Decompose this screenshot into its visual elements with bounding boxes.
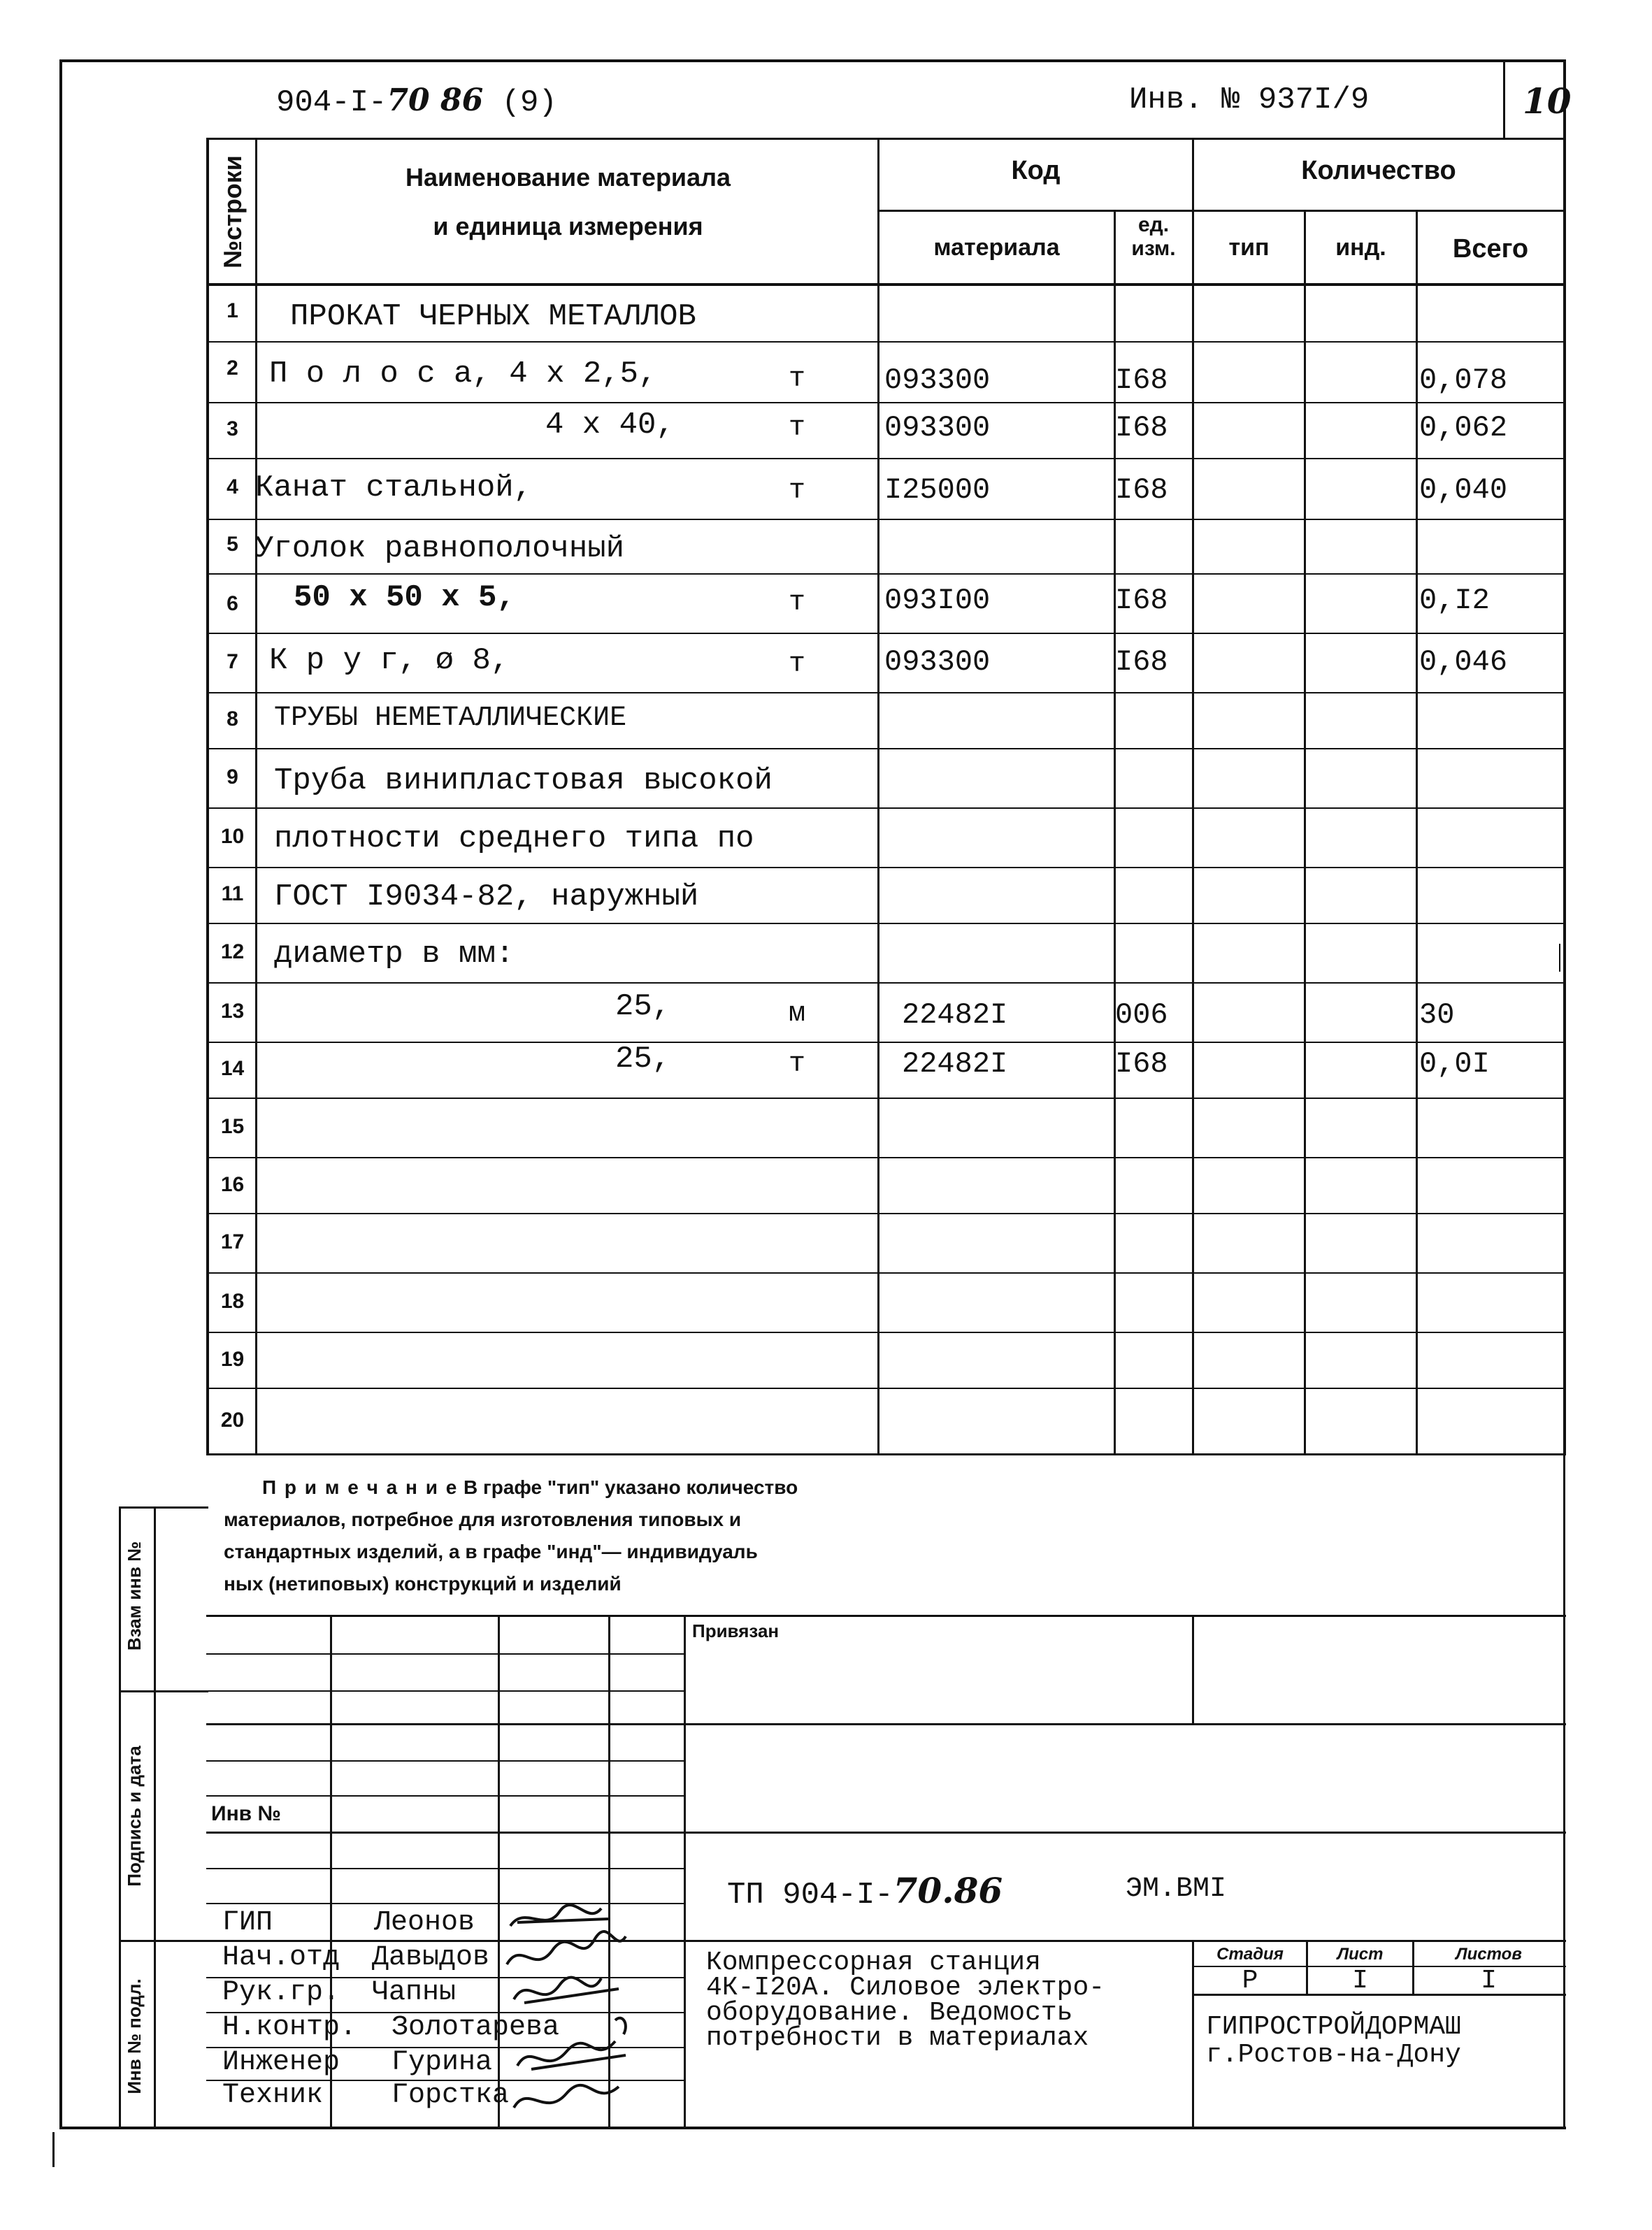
stamp-person: Гурина <box>392 2047 493 2078</box>
row-number: 6 <box>227 592 238 615</box>
stamp-person: Леонов <box>374 1907 475 1938</box>
row-number: 2 <box>227 357 238 380</box>
quantity-total: 0,040 <box>1419 473 1508 507</box>
header-sub-line <box>877 210 1566 212</box>
row-number: 3 <box>227 417 238 440</box>
stamp-sheets-value: I <box>1481 1966 1497 1996</box>
row-number: 5 <box>227 533 238 556</box>
material-name: 25, <box>615 1042 671 1077</box>
table-right-border <box>1563 138 1566 1455</box>
stamp-line <box>206 1868 685 1869</box>
stamp-sheets-label: Листов <box>1456 1945 1522 1964</box>
row-line <box>206 867 1566 868</box>
row-number: 9 <box>227 765 238 789</box>
header-code-unit: ед. изм. <box>1131 213 1176 260</box>
side-label-podpis: Подпись и дата <box>124 1746 145 1887</box>
row-number: 8 <box>227 707 238 731</box>
stamp-person: Золотарева <box>392 2012 560 2043</box>
unit: т <box>789 1049 806 1080</box>
outer-frame-left <box>59 59 62 2129</box>
row-line <box>206 748 1566 749</box>
quantity-total: 0,078 <box>1419 364 1508 397</box>
material-code: 22482I <box>902 1047 1008 1081</box>
stamp-privyazan: Привязан <box>692 1620 780 1641</box>
stamp-title-line: 4К-I20А. Силовое электро- <box>706 1973 1105 2003</box>
stamp-inv-no: Инв № <box>211 1802 281 1825</box>
row-number: 19 <box>220 1348 245 1371</box>
material-name: П о л о с а, 4 х 2,5, <box>269 357 657 391</box>
side-strip-line <box>119 1940 208 1942</box>
side-strip-line <box>119 1690 208 1692</box>
material-code: 093300 <box>884 364 991 397</box>
material-name: 25, <box>615 989 671 1024</box>
unit-code: I68 <box>1115 411 1168 445</box>
stamp-role: ГИП <box>222 1907 273 1938</box>
side-strip-mid <box>154 1506 156 2129</box>
stamp-role: Нач.отд <box>222 1942 340 1973</box>
stamp-sheet-label: Лист <box>1337 1945 1384 1964</box>
material-code: 093300 <box>884 411 991 445</box>
side-strip-left <box>119 1506 121 2129</box>
row-line <box>206 982 1566 984</box>
stamp-top-line <box>206 1615 1566 1617</box>
unit-code: 006 <box>1115 998 1168 1032</box>
row-number: 16 <box>220 1173 245 1196</box>
material-name: ТРУБЫ НЕМЕТАЛЛИЧЕСКИЕ <box>274 703 627 734</box>
row-line <box>206 1157 1566 1158</box>
stamp-line <box>206 1832 1566 1834</box>
inventory-number: Инв. № 937I/9 <box>1129 82 1370 117</box>
material-name: К р у г, ø 8, <box>269 643 510 678</box>
note-block <box>224 1472 798 1600</box>
unit: т <box>789 587 806 619</box>
material-name: плотности среднего типа по <box>274 821 754 856</box>
header-qty-ind: инд. <box>1335 234 1386 261</box>
outer-frame-bottom <box>59 2127 1566 2129</box>
col-divider-rowno <box>255 138 257 1455</box>
unit-code: I68 <box>1115 645 1168 679</box>
row-line <box>206 573 1566 575</box>
stamp-col <box>1192 1615 1194 1723</box>
material-name: диаметр в мм: <box>274 937 515 972</box>
row-number: 13 <box>220 1000 245 1023</box>
row-line <box>206 1042 1566 1043</box>
side-strip-top <box>119 1506 208 1509</box>
stamp-title <box>706 1950 1105 2051</box>
stamp-title-line: Компрессорная станция <box>706 1948 1041 1978</box>
stamp-role: Техник <box>222 2080 324 2111</box>
note-line4: ных (нетиповых) конструкций и изделий <box>224 1573 622 1595</box>
row-line <box>206 458 1566 459</box>
stamp-line <box>206 1653 685 1655</box>
row-number: 7 <box>227 650 238 673</box>
row-line <box>206 633 1566 634</box>
unit: т <box>789 364 806 395</box>
material-name: Уголок равнополочный <box>255 531 625 566</box>
row-number: 17 <box>220 1230 245 1253</box>
note-line3: стандартных изделий, а в графе "инд"— индивидуаль <box>224 1541 758 1562</box>
header-quantity: Количество <box>1301 156 1456 185</box>
margin-mark <box>1559 944 1560 972</box>
row-number: 1 <box>227 299 238 322</box>
sheet-number: 10 <box>1523 80 1572 122</box>
stamp-role: Н.контр. <box>222 2012 357 2043</box>
note-title: П р и м е ч а н и е <box>262 1476 459 1498</box>
stamp-role: Инженер <box>222 2047 340 2078</box>
header-underline <box>206 283 1566 286</box>
stamp-doc-suffix: ЭМ.ВМI <box>1126 1873 1227 1905</box>
stamp-line <box>206 1795 685 1797</box>
material-code: I25000 <box>884 473 991 507</box>
unit-code: I68 <box>1115 1047 1168 1081</box>
sheet-no-divider <box>1503 59 1505 140</box>
unit: т <box>789 649 806 680</box>
col-divider-ind <box>1416 210 1418 1455</box>
stamp-title-line: оборудование. Ведомость <box>706 1998 1073 2028</box>
row-number: 11 <box>221 882 244 905</box>
note-line1: В графе "тип" указано количество <box>464 1476 798 1498</box>
material-name: Канат стальной, <box>255 470 533 505</box>
header-code-material: материала <box>933 234 1060 261</box>
stamp-col <box>498 1615 500 2129</box>
header-code: Код <box>1011 156 1061 185</box>
side-label-inv-podl: Инв № подл. <box>124 1978 145 2094</box>
material-name: ПРОКАТ ЧЕРНЫХ МЕТАЛЛОВ <box>290 299 696 334</box>
material-name: 4 х 40, <box>545 408 675 443</box>
row-number: 18 <box>220 1290 245 1313</box>
row-line <box>206 1332 1566 1333</box>
row-number: 14 <box>220 1057 245 1080</box>
row-line <box>206 519 1566 520</box>
stamp-role: Рук.гр. <box>222 1977 340 2008</box>
material-name: 50 х 50 х 5, <box>294 580 515 615</box>
col-divider-type <box>1304 210 1306 1455</box>
row-line <box>206 341 1566 343</box>
margin-mark <box>52 2132 55 2167</box>
header-name-line1: Наименование материала <box>405 163 731 192</box>
material-code: 093300 <box>884 645 991 679</box>
side-label-vzam: Взам инв № <box>124 1541 145 1651</box>
header-row-number: №строки <box>218 155 247 268</box>
header-qty-type: тип <box>1228 234 1270 261</box>
unit: т <box>789 412 806 444</box>
stamp-stage-value: Р <box>1242 1966 1258 1996</box>
row-line <box>206 807 1566 809</box>
row-line <box>206 1098 1566 1099</box>
row-number: 20 <box>220 1409 245 1432</box>
row-line <box>206 402 1566 403</box>
stamp-person: Чапны <box>372 1977 457 2008</box>
stamp-line <box>206 1690 685 1692</box>
stamp-person: Горстка <box>392 2080 510 2111</box>
unit: м <box>789 998 806 1030</box>
row-line <box>206 1213 1566 1214</box>
signatures-scribble <box>503 1898 636 2129</box>
stamp-org-city: г.Ростов-на-Дону <box>1206 2040 1461 2070</box>
stamp-col <box>684 1615 686 2129</box>
row-line <box>206 923 1566 924</box>
stamp-person: Давыдов <box>372 1942 490 1973</box>
row-line <box>206 1272 1566 1274</box>
unit-code: I68 <box>1115 364 1168 397</box>
quantity-total: 0,062 <box>1419 411 1508 445</box>
table-bottom-line <box>206 1453 1566 1455</box>
stamp-stage-label: Стадия <box>1216 1945 1284 1964</box>
stamp-line <box>206 1723 1566 1725</box>
row-line <box>206 692 1566 693</box>
quantity-total: 30 <box>1419 998 1455 1032</box>
outer-frame-top <box>59 59 1566 62</box>
row-number: 15 <box>220 1115 245 1138</box>
header-bottom-line <box>206 138 1566 140</box>
unit-code: I68 <box>1115 584 1168 617</box>
doc-code: 904-I-70 86 (9) <box>276 82 557 120</box>
col-divider-unit <box>1192 138 1194 1455</box>
row-number: 12 <box>220 940 245 963</box>
material-name: ГОСТ I9034-82, наружный <box>274 879 699 914</box>
material-code: 22482I <box>902 998 1008 1032</box>
stamp-line <box>206 1760 685 1762</box>
unit-code: I68 <box>1115 473 1168 507</box>
row-number: 4 <box>227 475 238 498</box>
header-name-line2: и единица измерения <box>433 212 703 240</box>
quantity-total: 0,I2 <box>1419 584 1490 617</box>
stamp-title-line: потребности в материалах <box>706 2023 1089 2053</box>
quantity-total: 0,046 <box>1419 645 1508 679</box>
col-divider-name <box>877 138 879 1455</box>
table-left-border <box>206 138 209 1455</box>
note-line2: материалов, потребное для изготовления типовых и <box>224 1509 742 1530</box>
quantity-total: 0,0I <box>1419 1047 1490 1081</box>
unit: т <box>789 475 806 507</box>
header-qty-total: Всего <box>1452 234 1529 264</box>
stamp-doc-code: ТП 904-I-70.86 <box>727 1870 1003 1913</box>
material-name: Труба винипластовая высокой <box>274 763 773 798</box>
stamp-organization <box>1206 2013 1461 2069</box>
stamp-org-name: ГИПРОСТРОЙДОРМАШ <box>1206 2012 1461 2042</box>
material-code: 093I00 <box>884 584 991 617</box>
row-number: 10 <box>220 825 245 848</box>
row-line <box>206 1388 1566 1389</box>
stamp-sheet-value: I <box>1352 1966 1368 1996</box>
